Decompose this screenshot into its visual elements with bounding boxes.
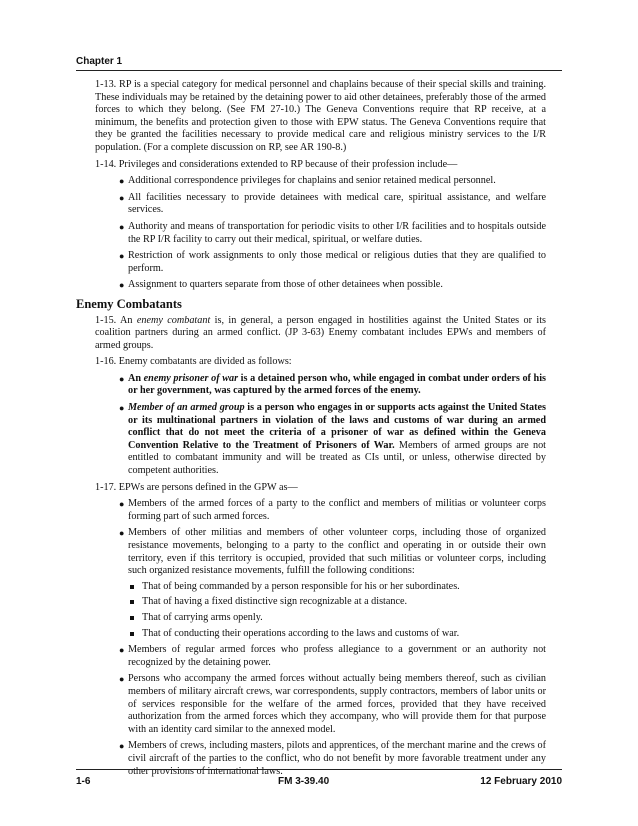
list-item: ● Member of an armed group is a person who engages in or supports acts against the United States or its multinational partners in violation of the laws and customs of war during an armed conflict that do not meet the criteria of a prisoner of war as defined within the Geneva Convention Relative to the Treatment of Prisoners of War. Members of armed groups are not entitled to combatant immunity and will be treated as CIs until, or unless, otherwise directed by competent authorities. bbox=[119, 402, 546, 477]
section-heading: Enemy Combatants bbox=[76, 296, 182, 311]
list-item: ● Members of regular armed forces who profess allegiance to a government or an authority not recognized by the detaining power. bbox=[119, 644, 546, 668]
paragraph-1-13: 1-13. RP is a special category for medical personnel and chaplains because of their special skills and training. These individuals may be retained by the detaining power to aid other detainees, preferably those of the armed forces to which they belong. (See FM 27-10.) The Geneva Conventions require that RP receive, at a minimum, the benefits and protection given to those with EPW status. The Geneva Conventions require that they be granted the facilities necessary to provide medical care and religious ministry services to the I/R population. (For a complete discussion on RP, see AR 190-8.) bbox=[95, 79, 546, 153]
list-item: ● An enemy prisoner of war is a detained person who, while engaged in combat under orders of his or her government, was captured by the armed forces of the enemy. bbox=[119, 372, 546, 397]
square-bullet-icon bbox=[130, 600, 134, 604]
bullet-icon: ● bbox=[119, 280, 125, 291]
condition-item: That of carrying arms openly. bbox=[128, 612, 546, 625]
footer-rule bbox=[76, 769, 562, 770]
list-item: ● Persons who accompany the armed forces without actually being members thereof, such as civilian members of military aircraft crews, war correspondents, supply contractors, members of labor units or of services responsible for the welfare of the armed forces, provided that they have received authorization from the armed forces which they accompany, who will provide them for that purpose with an identity card similar to the annexed model. bbox=[119, 673, 546, 735]
rp-privileges-list bbox=[76, 175, 546, 292]
square-bullet-icon bbox=[130, 585, 134, 589]
page-number: 1-6 bbox=[76, 776, 91, 787]
paragraph-1-14-intro: 1-14. Privileges and considerations extended to RP because of their profession include— bbox=[95, 158, 458, 170]
paragraph-1-16-intro: 1-16. Enemy combatants are divided as follows: bbox=[95, 356, 292, 368]
bullet-icon: ● bbox=[119, 192, 125, 203]
list-item: ● Additional correspondence privileges for chaplains and senior retained medical personnel. bbox=[119, 175, 496, 187]
publication-date: 12 February 2010 bbox=[480, 776, 562, 787]
list-item: ● Restriction of work assignments to only those medical or religious duties that they are qualified to perform. bbox=[119, 250, 546, 274]
list-item: ● Assignment to quarters separate from those of other detainees when possible. bbox=[119, 279, 443, 291]
bullet-icon: ● bbox=[119, 403, 125, 414]
bullet-icon: ● bbox=[119, 221, 125, 232]
bullet-icon: ● bbox=[119, 499, 125, 510]
square-bullet-icon bbox=[130, 632, 134, 636]
bullet-icon: ● bbox=[119, 176, 125, 187]
chapter-header: Chapter 1 bbox=[76, 56, 123, 67]
bullet-icon: ● bbox=[119, 674, 125, 685]
list-item: ● Authority and means of transportation for periodic visits to other I/R facilities and to hospitals outside the RP I/R facility to carry out their medical, spiritual, or welfare duties. bbox=[119, 220, 546, 245]
bullet-icon: ● bbox=[119, 373, 125, 384]
list-item: ● Members of the armed forces of a party to the conflict and members of militias or volunteer corps forming part of such armed forces. bbox=[119, 498, 546, 522]
condition-item: That of having a fixed distinctive sign recognizable at a distance. bbox=[128, 596, 546, 609]
list-item: ● Members of crews, including masters, pilots and apprentices, of the merchant marine and the crews of civil aircraft of the parties to the conflict, who do not benefit by more favorable treatment under any other provisions of international laws. bbox=[119, 740, 546, 777]
paragraph-1-17-intro: 1-17. EPWs are persons defined in the GPW as— bbox=[95, 481, 298, 493]
enemy-combatant-types-list bbox=[76, 373, 546, 478]
list-item: ● All facilities necessary to provide detainees with medical care, spiritual assistance, and welfare services. bbox=[119, 191, 546, 216]
bullet-icon: ● bbox=[119, 741, 125, 752]
condition-item: That of being commanded by a person responsible for his or her subordinates. bbox=[128, 581, 546, 594]
term-enemy-combatant: enemy combatant bbox=[136, 314, 211, 326]
square-bullet-icon bbox=[130, 616, 134, 620]
condition-item: That of conducting their operations according to the laws and customs of war. bbox=[128, 628, 546, 641]
header-rule bbox=[76, 70, 562, 71]
bullet-icon: ● bbox=[119, 528, 125, 539]
paragraph-1-15: 1-15. An enemy combatant is, in general, a person engaged in hostilities against the United States or its coalition partners during an armed conflict. (JP 3-63) Enemy combatant includes EPWs and members of armed groups. bbox=[95, 314, 547, 351]
page-body bbox=[76, 79, 546, 782]
epw-definitions-list bbox=[76, 498, 546, 778]
conditions-list bbox=[128, 581, 546, 640]
list-item: ● Members of other militias and members of other volunteer corps, including those of organized resistance movements, belonging to a party to the conflict and operating in or outside their own territory, even if this territory is occupied, provided that such militias or volunteer corps, including such organized resistance movements, fulfill the following conditions: That of being commanded by a person responsible for his or her subordinates. That of having a fixed distinctive sign recognizable at a distance. That of carrying arms openly. That of conducting their operations according to the laws and customs of war. bbox=[119, 527, 546, 639]
manual-number: FM 3-39.40 bbox=[278, 776, 330, 787]
bullet-icon: ● bbox=[119, 645, 125, 656]
bullet-icon: ● bbox=[119, 251, 125, 262]
